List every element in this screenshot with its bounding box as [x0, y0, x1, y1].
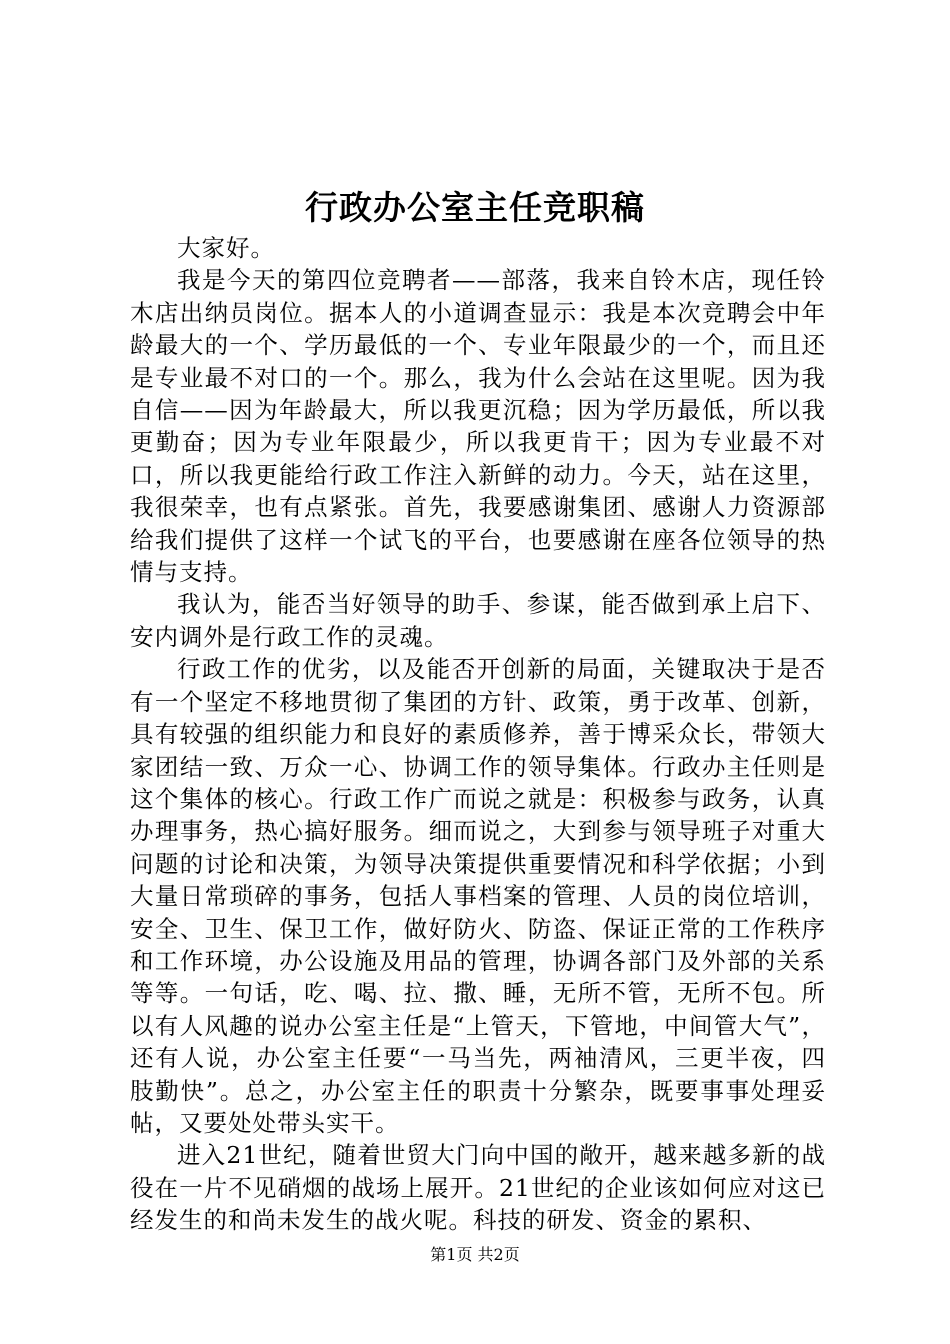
document-body — [130, 232, 826, 1237]
paragraph-21st-century: 进入21世纪，随着世贸大门向中国的敞开，越来越多新的战役在一片不见硝烟的战场上展开。21世纪的企业该如何应对这已经发生的和尚未发生的战火呢。科技的研发、资金的累积、 — [130, 1141, 826, 1235]
document-title: 行政办公室主任竞职稿 — [305, 188, 645, 227]
paragraph-opinion: 我认为，能否当好领导的助手、参谋，能否做到承上启下、安内调外是行政工作的灵魂。 — [130, 590, 826, 651]
paragraph-greeting: 大家好。 — [177, 234, 275, 262]
page-footer: 第1页 共2页 — [430, 1245, 520, 1264]
paragraph-introduction: 我是今天的第四位竞聘者——部落，我来自铃木店，现任铃木店出纳员岗位。据本人的小道调查显示：我是本次竞聘会中年龄最大的一个、学历最低的一个、专业年限最少的一个，而且还是专业最不对口的一个。那么，我为什么会站在这里呢。因为我自信——因为年龄最大，所以我更沉稳；因为学历最低，所以我更勤奋；因为专业年限最少，所以我更肯干；因为专业最不对口，所以我更能给行政工作注入新鲜的动力。今天，站在这里，我很荣幸，也有点紧张。首先，我要感谢集团、感谢人力资源部给我们提供了这样一个试飞的平台，也要感谢在座各位领导的热情与支持。 — [130, 266, 826, 587]
paragraph-role-description: 行政工作的优劣，以及能否开创新的局面，关键取决于是否有一个坚定不移地贯彻了集团的方针、政策，勇于改革、创新，具有较强的组织能力和良好的素质修养，善于博采众长，带领大家团结一致、万众一心、协调工作的领导集体。行政办主任则是这个集体的核心。行政工作广而说之就是：积极参与政务，认真办理事务，热心搞好服务。细而说之，大到参与领导班子对重大问题的讨论和决策，为领导决策提供重要情况和科学依据；小到大量日常琐碎的事务，包括人事档案的管理、人员的岗位培训，安全、卫生、保卫工作，做好防火、防盗、保证正常的工作秩序和工作环境，办公设施及用品的管理，协调各部门及外部的关系等等。一句话，吃、喝、拉、撒、睡，无所不管，无所不包。所以有人风趣的说办公室主任是“上管天，下管地，中间管大气”，还有人说，办公室主任要“一马当先，两袖清风，三更半夜，四肢勤快”。总之，办公室主任的职责十分繁杂，既要事事处理妥帖，又要处处带头实干。 — [130, 655, 826, 1137]
